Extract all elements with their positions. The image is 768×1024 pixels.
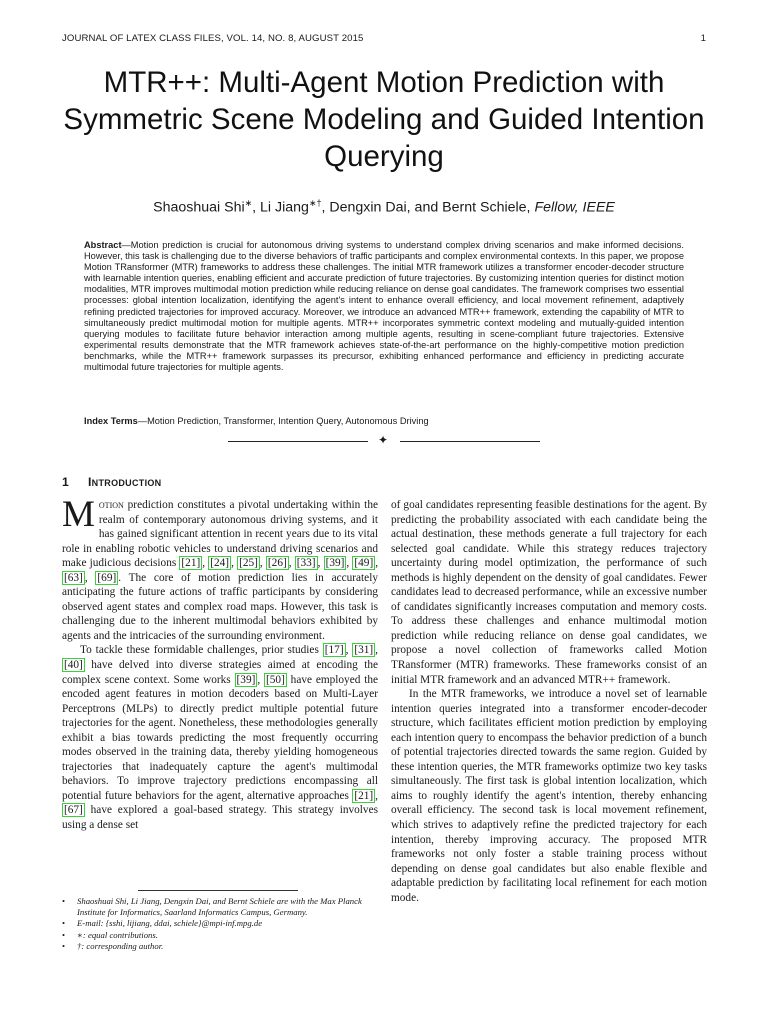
footnote-text: ∗: equal contributions. (77, 929, 158, 940)
body-text: have delved into diverse strategies aimed at encoding the complex scene context. Some works (62, 659, 378, 686)
abstract-text: —Motion prediction is crucial for autonomous driving systems to understand complex driving scenarios and make informed decisions. However, this task is challenging due to the diverse behaviors of traffic participants and complex environmental contexts. In this paper, we propose Motion TRansformer (MTR) frameworks to address these challenges. The initial MTR framework utilizes a transformer encoder-decoder structure with learnable intention queries, enabling efficient and accurate prediction of future trajectories. By customizing intention queries for distinct motion modalities, MTR improves multimodal motion prediction while reducing reliance on dense goal candidates. The framework comprises two essential processes: global intention localization, identifying the agent's intent to enhance overall efficiency, and local movement refinement, adaptively refining predicted trajectories for improved accuracy. Moreover, we introduce an advanced MTR++ framework, extending the capability of MTR to simultaneously predict multimodal motion for multiple agents. MTR++ incorporates symmetric context modeling and mutually-guided intention querying modules to facilitate future behavior interaction among multiple agents, resulting in scene-compliant future trajectories. Extensive experimental results demonstrate that the MTR framework achieves state-of-the-art performance on the highly-competitive motion prediction benchmarks, while the MTR++ framework surpasses its precursor, exhibiting enhanced performance and efficiency in predicting accurate multimodal future trajectories for multiple agents. (84, 240, 684, 373)
citation-link[interactable]: [24] (210, 557, 230, 570)
section-title: Introduction (88, 475, 162, 489)
citation-link[interactable]: [31] (354, 644, 374, 657)
citation-link[interactable]: [69] (97, 571, 117, 584)
body-text: . The core of motion prediction lies in accurately anticipating the future actions of traffic participants by considering observed agent states and complex road maps. However, this task is challenging due to the inherent multimodal behaviors exhibited by agents and the intricacies of the surrounding environment. (62, 571, 378, 642)
citation-link[interactable]: [25] (239, 557, 258, 570)
left-column (62, 494, 379, 833)
section-separator (228, 435, 540, 447)
bullet-icon: • (62, 940, 66, 951)
footnote (62, 918, 378, 929)
lead-word: otion (98, 499, 124, 511)
citation-link[interactable]: [39] (236, 673, 256, 686)
separator-rule-left (228, 441, 368, 442)
paragraph: Motion prediction constitutes a pivotal undertaking within the realm of contemporary autonomous driving systems, and it has gained significant attention in recent years due to its vital role in enabling robotic vehicles to understand driving scenarios and make judicious decisions [21] , [24] , [25] , [26] , [33] , [39] , [49] , [63] , [69] . The core of motion prediction lies in accurately anticipating the future actions of traffic participants by considering observed agent states and complex road maps. However, this task is challenging due to the inherent multimodal behaviors exhibited by agents and the intricacies of the surrounding environment. (62, 494, 379, 642)
footnote-text: Shaoshuai Shi, Li Jiang, Dengxin Dai, and Bernt Schiele are with the Max Planck Institute for Informatics, Saarland Informatics Campus, Germany. (77, 896, 362, 918)
footnotes (62, 896, 378, 952)
abstract-label: Abstract (84, 240, 122, 250)
author-mark: ∗ (244, 198, 253, 208)
page-number: 1 (700, 33, 706, 44)
bullet-icon: • (62, 918, 66, 929)
bullet-icon: • (62, 929, 66, 940)
paper-title: MTR++: Multi-Agent Motion Prediction with Symmetric Scene Modeling and Guided Intention Querying (63, 66, 705, 173)
author-name: Shaoshuai Shi (153, 199, 245, 216)
citation-link[interactable]: [63] (64, 571, 83, 584)
bullet-icon: • (62, 896, 66, 906)
body-text: To tackle these formidable challenges, prior studies (80, 644, 323, 657)
citation-link[interactable]: [21] (181, 557, 201, 570)
citation-link[interactable]: [40] (64, 659, 83, 672)
body-text: prediction constitutes a pivotal undertaking within the realm of contemporary autonomous driving systems, and it has gained significant attention in recent years due to its vital role in enabling robotic vehicles to understand driving scenarios and make judicious decisions (62, 499, 378, 570)
paragraph: of goal candidates representing feasible destinations for the agent. By predicting the probability associated with each candidate being the actual destination, these methods generate a full trajectory for each selected goal candidate. While this strategy reduces trajectory uncertainty during model optimization, the performance of such methods is highly dependent on the density of goal candidates. Fewer candidates lead to decreased performance, while an excessive number of candidates significantly increases computation and memory costs. To address these challenges and enhance multimodal motion prediction while reducing reliance on dense goal candidates, we propose a novel collection of frameworks called Motion TRansformer (MTR) frameworks. These frameworks consist of an initial MTR framework and an advanced MTR++ framework. (391, 499, 707, 686)
index-terms (84, 416, 684, 427)
citation-link[interactable]: [39] (325, 557, 345, 570)
body-text: have employed the encoded agent features in motion decoders based on Multi-Layer Perceptrons (MLPs) to directly predict multiple potential future trajectories for the agent. Nonetheless, these methodologies generally exhibit a bias towards predicting the most frequently occurring modes observed in the training data, thereby yielding homogeneous trajectories that inadequately capture the agent's multimodal behaviors. To improve trajectory predictions encompassing all potential future behaviors for the agent, alternative approaches (62, 673, 378, 802)
journal-name: JOURNAL OF LATEX CLASS FILES, VOL. 14, NO. 8, AUGUST 2015 (62, 33, 364, 44)
index-terms-text: —Motion Prediction, Transformer, Intention Query, Autonomous Driving (137, 416, 429, 426)
citation-link[interactable]: [21] (354, 789, 374, 802)
running-header (62, 33, 706, 44)
index-terms-label: Index Terms (84, 416, 138, 426)
footnote-rule (138, 890, 298, 891)
separator-diamond-icon: ✦ (378, 433, 389, 447)
abstract (84, 240, 684, 373)
body-text: have explored a goal-based strategy. This strategy involves using a dense set (62, 804, 378, 832)
drop-cap: M (62, 494, 95, 535)
citation-link[interactable]: [49] (354, 557, 374, 570)
author-list: Shaoshuai Shi∗, Li Jiang∗†, Dengxin Dai, and Bernt Schiele, Fellow, IEEE (153, 198, 615, 216)
section-number: 1 (62, 475, 70, 489)
author-name: Li Jiang (260, 199, 309, 216)
section-heading (62, 475, 161, 489)
separator-rule-right (400, 441, 540, 442)
right-column (391, 498, 707, 905)
author-mark: ∗† (308, 198, 322, 208)
author-names-rest: Dengxin Dai, and Bernt Schiele, (329, 199, 531, 216)
paragraph: To tackle these formidable challenges, prior studies [17] , [31] , [40] have delved into diverse strategies aimed at encoding the complex scene context. Some works [39] , [50] have employed the encoded agent features in motion decoders based on Multi-Layer Perceptrons (MLPs) to directly predict multiple potential future trajectories for the agent. Nonetheless, these methodologies generally exhibit a bias towards predicting the most frequently occurring modes observed in the training data, thereby yielding homogeneous trajectories that inadequately capture the agent's multimodal behaviors. To improve trajectory predictions encompassing all potential future behaviors for the agent, alternative approaches [21] , [67] have explored a goal-based strategy. This strategy involves using a dense set (62, 644, 378, 832)
footnote (62, 896, 378, 918)
citation-link[interactable]: [17] (324, 644, 344, 657)
citation-link[interactable]: [50] (266, 673, 285, 686)
citation-link[interactable]: [26] (267, 557, 287, 570)
paragraph: In the MTR frameworks, we introduce a novel set of learnable intention queries integrated into a transformer encoder-decoder structure, which facilitates efficient motion prediction by employing each intention query to encompass the behavior prediction of a bunch of potential trajectories directed towards the same region. Guided by these intention queries, the MTR frameworks optimize two key tasks simultaneously. The first task is global intention localization, which aims to roughly identify the agent's intention, thereby enhancing overall efficiency. The second task is local movement refinement, which strives to adaptively refine the predicted trajectory for each intention, thereby improving accuracy. The proposed MTR frameworks not only foster a stable training process without depending on dense goal candidates but also enable flexible and adaptable prediction by facilitating local refinement for each motion mode. (391, 688, 707, 904)
footnote (62, 941, 378, 952)
footnote-text: E-mail: {sshi, lijiang, ddai, schiele}@mpi-inf.mpg.de (77, 918, 263, 929)
citation-link[interactable]: [67] (64, 804, 83, 817)
footnote (62, 930, 378, 941)
citation-link[interactable]: [33] (296, 557, 316, 570)
footnote-text: †: corresponding author. (77, 940, 164, 951)
author-fellow: Fellow, IEEE (534, 199, 615, 216)
